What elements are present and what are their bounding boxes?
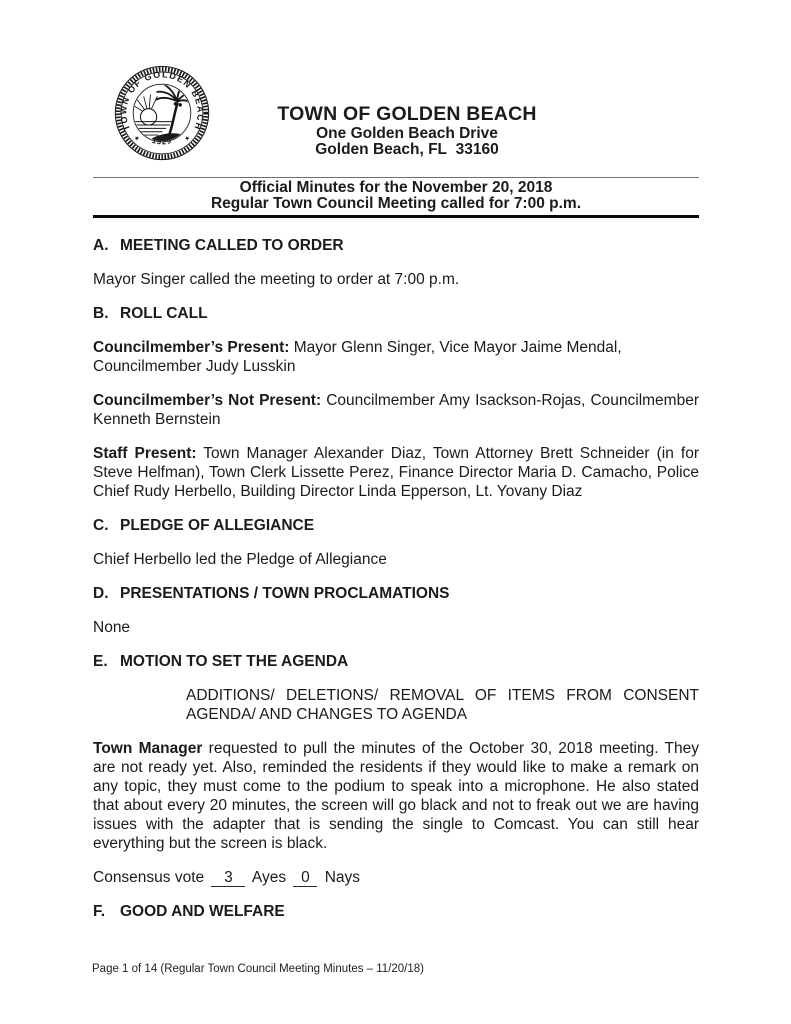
councilmembers-not-present-paragraph: Councilmember’s Not Present: Councilmember Amy Isackson-Rojas, Councilmember Kenneth Bernstein bbox=[93, 392, 699, 428]
section-letter: C. bbox=[93, 517, 109, 534]
minutes-title-block bbox=[93, 177, 699, 218]
address-line-1: One Golden Beach Drive bbox=[316, 125, 498, 142]
section-heading-a: A. MEETING CALLED TO ORDER bbox=[93, 237, 344, 254]
town-manager-paragraph: Town Manager requested to pull the minutes of the October 30, 2018 meeting. They are not ready yet. Also, reminded the residents if they would like to make a remark on any topic, they must come to the podium to speak into a microphone. He also stated that about every 20 minutes, the screen will go black and not to freak out we are having issues with the adapter that is sending the single to Comcast. You can still hear everything but the screen is black. bbox=[93, 740, 700, 852]
nays-blank: 0 bbox=[293, 870, 317, 887]
staff-present-paragraph: Staff Present: Town Manager Alexander Diaz, Town Attorney Brett Schneider (in for Steve Helfman), Town Clerk Lissette Perez, Finance Director Maria D. Camacho, Police Chief Rudy Herbello, Building Director Linda Epperson, Lt. Yovany Diaz bbox=[93, 445, 700, 500]
pledge-paragraph: Chief Herbello led the Pledge of Allegiance bbox=[93, 551, 387, 568]
section-heading-d: D. PRESENTATIONS / TOWN PROCLAMATIONS bbox=[93, 585, 450, 602]
councilmembers-present-paragraph: Councilmember’s Present: Mayor Glenn Singer, Vice Mayor Jaime Mendal, Councilmember Judy Lusskin bbox=[93, 339, 622, 375]
ayes-blank: 3 bbox=[211, 870, 245, 887]
seal-year: 1929 bbox=[150, 135, 174, 147]
section-letter: F. bbox=[93, 903, 106, 920]
section-heading-c: C. PLEDGE OF ALLEGIANCE bbox=[93, 517, 315, 534]
section-letter: A. bbox=[93, 237, 109, 254]
section-heading-b: B. ROLL CALL bbox=[93, 305, 208, 322]
minutes-title-line-2: Regular Town Council Meeting called for 7:00 p.m. bbox=[210, 195, 582, 212]
minutes-body bbox=[93, 236, 699, 921]
agenda-changes-subitem: ADDITIONS/ DELETIONS/ REMOVAL OF ITEMS FROM CONSENT AGENDA/ AND CHANGES TO AGENDA bbox=[186, 687, 699, 723]
section-heading-e: E. MOTION TO SET THE AGENDA bbox=[93, 653, 349, 670]
star-icon: ★ bbox=[132, 134, 142, 144]
section-letter: B. bbox=[93, 305, 109, 322]
minutes-title-line-1: Official Minutes for the November 20, 2018 bbox=[239, 179, 553, 196]
presentations-paragraph: None bbox=[93, 619, 131, 636]
consensus-vote-line: Consensus vote 3 Ayes 0 Nays bbox=[93, 869, 361, 886]
seal-ring-text: TOWN OF GOLDEN BEACH bbox=[118, 69, 206, 133]
address-line-2: Golden Beach, FL 33160 bbox=[315, 141, 499, 158]
letterhead bbox=[115, 103, 699, 158]
star-icon: ★ bbox=[182, 134, 192, 144]
section-heading-f: F. GOOD AND WELFARE bbox=[93, 903, 285, 920]
call-to-order-paragraph: Mayor Singer called the meeting to order at 7:00 p.m. bbox=[93, 271, 460, 288]
section-letter: E. bbox=[93, 653, 108, 670]
org-name: TOWN OF GOLDEN BEACH bbox=[277, 103, 537, 125]
section-letter: D. bbox=[93, 585, 109, 602]
page-footer: Page 1 of 14 (Regular Town Council Meeting Minutes – 11/20/18) bbox=[92, 963, 424, 975]
